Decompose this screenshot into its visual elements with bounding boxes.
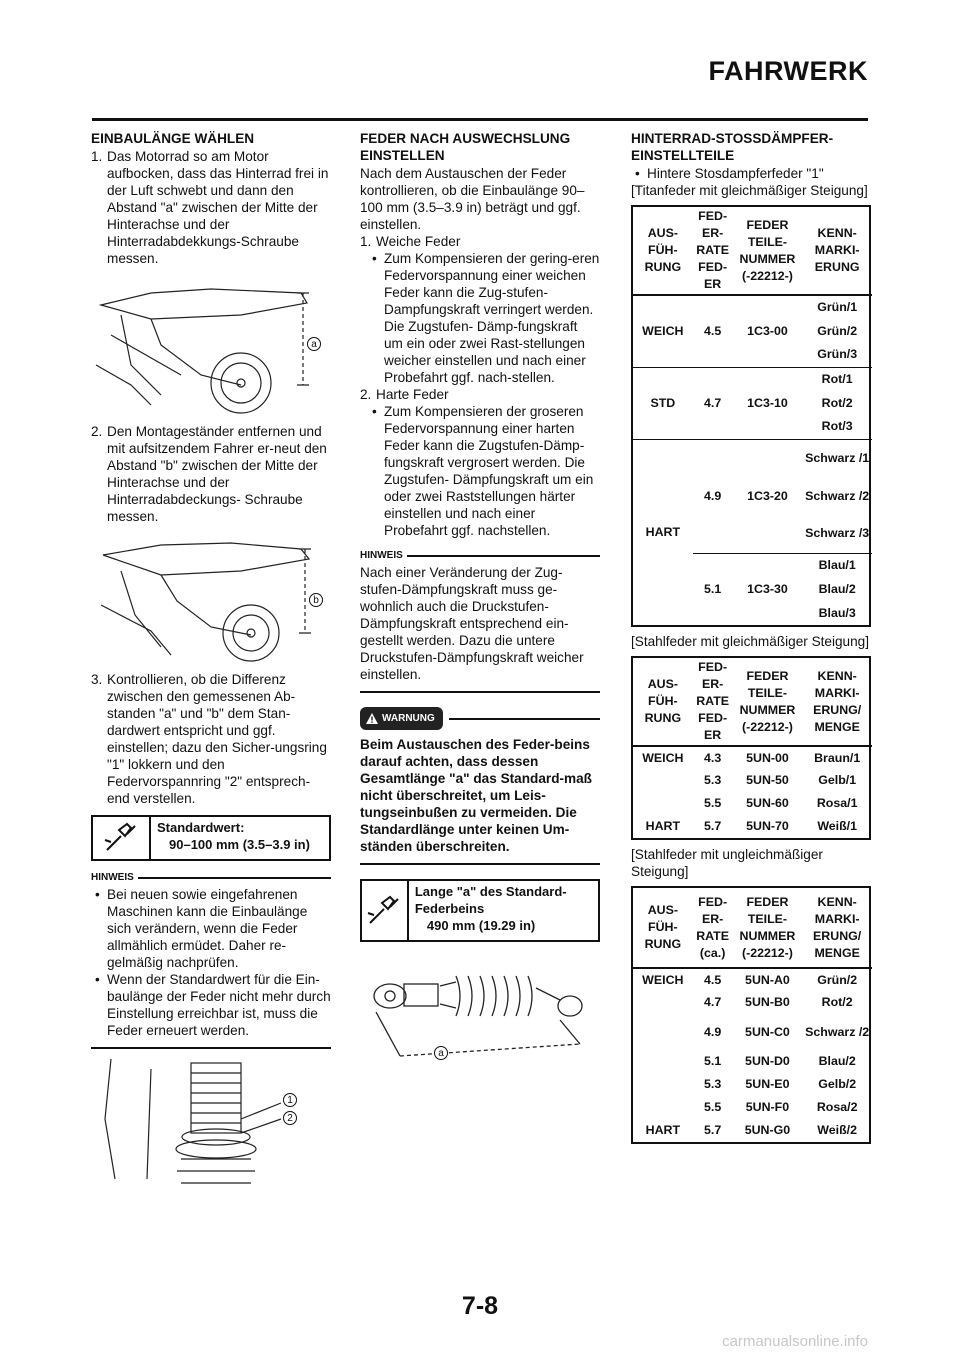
spec-box-standardwert: [91, 815, 331, 861]
table-row: 5.5 5UN-F0 Rosa/2: [704, 1100, 858, 1114]
callout-1: 1: [283, 1093, 297, 1107]
part-cell: 1C3-00: [733, 295, 803, 367]
marking-cell: Grün/2: [817, 323, 858, 338]
warning-text: Beim Austauschen des Feder-beins darauf achten, dass dessen Gesamtlänge "a" das Standard-maß nicht überschreitet, um Leis-tungseinbußen zu vermeiden. Die Standardlänge unter keinen Um-ständen überschreiten.: [360, 737, 592, 854]
table-row: 5.3 5UN-E0 Gelb/2: [704, 1077, 857, 1091]
wrench-icon: [362, 881, 409, 940]
section-heading-feder-einstellen: FEDER NACH AUSWECHSLUNG EINSTELLEN: [360, 131, 571, 163]
stahlfeder-gleich-table: [631, 656, 871, 840]
marking-cell: Blau/2: [818, 581, 856, 596]
spec-box-lange-a: [360, 879, 600, 942]
stahlfeder-ungleich-table: [631, 886, 871, 1144]
ausfuehrung-cell: STD: [633, 367, 693, 439]
table1-caption: [Titanfeder mit gleichmäßiger Steigung]: [631, 183, 868, 198]
col-header: FED-ER-RATE FED-ER: [693, 207, 733, 295]
marking-cell: Grün/1: [817, 300, 858, 314]
table-row: 4.9 5UN-C0 Schwarz /2: [704, 1024, 870, 1039]
col-header: AUS-FÜH-RUNG: [633, 207, 693, 295]
table2-caption: [Stahlfeder mit gleichmäßiger Steigung]: [631, 634, 870, 649]
header-rule: [92, 118, 868, 121]
hinweis-bullet-2: • Wenn der Standardwert für die Ein-baulänge der Feder nicht mehr durch Einstellung erreichbar ist, muss die Feder erneuert werden.: [91, 971, 331, 1039]
titanfeder-table: [631, 205, 871, 627]
hinweis-text: Nach einer Veränderung der Zug-stufen-Dämpfungskraft muss ge-wohnlich auch die Druckstufen-Dämpfungskraft entsprechend ein-gestellt werden. Dazu die untere Druckstufen-Dämpfungskraft weicher einstellen.: [360, 565, 584, 682]
section-heading-einbaulaenge: EINBAULÄNGE WÄHLEN: [91, 131, 255, 146]
part-cell: 1C3-20: [733, 439, 803, 553]
marking-cell: Rot/2: [821, 395, 853, 410]
spec-label: Standardwert:: [157, 820, 245, 835]
spec-value: 90–100 mm (3.5–3.9 in): [169, 837, 310, 852]
intro-text: Nach dem Austauschen der Feder kontrollieren, ob die Einbaulänge 90–100 mm (3.5–3.9 in) beträgt und ggf. einstellen.: [360, 166, 585, 232]
ausfuehrung-cell: HART: [645, 524, 681, 539]
step-1: 1. Das Motorrad so am Motor aufbocken, dass das Hinterrad frei in der Luft schwebt und dann den Abstand "a" zwischen der Mitte der Hinterachse und der Hinterradabdekkungs-Schraube messen.: [91, 149, 329, 266]
part-cell: 1C3-30: [747, 581, 788, 596]
harte-feder-bullet: • Zum Kompensieren der groseren Federvorspannung einer harten Feder kann die Zugstufen-Dämp-fungskraft vergrosert werden. Die Zugstufen- Dämpfungskraft um ein oder zwei Raststellungen härter einstellen und nach einer Probefahrt ggf. nachstellen.: [368, 403, 600, 539]
spec-value: 490 mm (19.29 in): [426, 918, 536, 933]
col-header: KENN-MARKI-ERUNG/ MENGE: [802, 658, 872, 746]
marking-cell: Blau/3: [818, 605, 856, 620]
marking-cell: Rot/1: [821, 371, 853, 386]
hinweis-header: HINWEIS: [91, 869, 331, 886]
warning-triangle-icon: [366, 713, 378, 724]
warning-badge: WARNUNG: [360, 707, 443, 730]
rate-cell: 5.1: [704, 581, 722, 596]
col-header: AUS-FÜH-RUNG: [633, 658, 693, 746]
table-row: HART 5.7 5UN-G0 Weiß/2: [645, 1123, 858, 1137]
shock-absorber-figure: [360, 952, 600, 1082]
col-header: FEDER TEILE-NUMMER (-22212-): [733, 658, 803, 746]
motorcycle-rear-figure-b: [91, 535, 331, 663]
col-header: AUS-FÜH-RUNG: [633, 888, 693, 968]
watermark: carmanualsonline.info: [722, 1333, 868, 1350]
spring-ring-figure: [91, 1059, 331, 1187]
table-row: 5.3 5UN-50 Gelb/1: [704, 773, 857, 787]
column-3: [631, 130, 871, 1144]
hinweis-bullet-1: • Bei neuen sowie eingefahrenen Maschinen kann die Einbaulänge sich verändern, wenn die Feder allmählich ermüdet. Daher re-gelmäßig nachprüfen.: [91, 886, 331, 971]
ausfuehrung-cell: WEICH: [633, 295, 693, 367]
marking-cell: Rot/3: [802, 415, 872, 439]
section-heading-stossdaempfer: HINTERRAD-STOSSDÄMPFER-EINSTELLTEILE: [631, 131, 834, 163]
rate-cell: 4.5: [693, 295, 733, 367]
col-header: KENN-MARKI-ERUNG: [802, 207, 872, 295]
weiche-feder-bullet: • Zum Kompensieren der gering-eren Federvorspannung einer weichen Feder kann die Zug-stufen-Dampfungskraft verringert werden. Die Zugstufen- Dämp-fungskraft um ein oder zwei Rast-stellungen weicher einstellen und nach einer Probefahrt ggf. nach-stellen.: [368, 250, 600, 386]
page-number: 7-8: [461, 1292, 499, 1320]
marking-cell: Schwarz /3: [802, 515, 872, 553]
rate-cell: 4.7: [693, 367, 733, 439]
motorcycle-rear-figure-a: [91, 275, 331, 417]
table3-caption: [Stahlfeder mit ungleichmäßiger Steigung]: [631, 847, 823, 879]
table-row: WEICH 4.3 5UN-00 Braun/1: [642, 750, 861, 765]
table-row: HART 5.7 5UN-70 Weiß/1: [645, 819, 858, 833]
rate-cell: 4.9: [693, 439, 733, 553]
warning-end-rule: [360, 863, 600, 865]
hinweis-end-rule: [360, 691, 600, 693]
marking-cell: Grün/3: [802, 343, 872, 367]
hinweis-end-rule: [91, 1047, 331, 1049]
wrench-icon: [93, 817, 151, 859]
table-row: 5.5 5UN-60 Rosa/1: [704, 796, 858, 810]
table-row: WEICH 4.5 5UN-A0 Grün/2: [642, 972, 858, 987]
hinweis-header: HINWEIS: [360, 547, 600, 564]
step-harte-feder: 2. Harte Feder: [360, 387, 449, 402]
col-header: FEDER TEILE-NUMMER (-22212-): [733, 207, 803, 295]
column-1: [91, 130, 331, 1187]
step-3: 3. Kontrollieren, ob die Differenz zwischen den gemessenen Ab-standen "a" und "b" dem Stan-dardwert entspricht und ggf. einstellen; dazu den Sicher-ungsring "1" lokkern und den Federvorspannring "2" entsprech-end verstellen.: [91, 672, 327, 806]
step-weiche-feder: 1. Weiche Feder: [360, 234, 461, 249]
spec-label: Lange "a" des Standard-Federbeins: [414, 884, 567, 916]
marking-cell: Schwarz /2: [805, 488, 870, 503]
part-cell: 1C3-10: [733, 367, 803, 439]
table-row: 4.7 5UN-B0 Rot/2: [704, 995, 853, 1009]
callout-a: a: [434, 1046, 448, 1060]
callout-a: a: [307, 337, 321, 351]
col-header: FED-ER-RATE (ca.): [693, 888, 733, 968]
column-2: [360, 130, 600, 1082]
warning-header: [360, 707, 600, 730]
marking-cell: Blau/1: [818, 557, 856, 572]
callout-b: b: [309, 593, 323, 607]
col-header: KENN-MARKI-ERUNG/ MENGE: [802, 888, 872, 968]
table-row: 5.1 5UN-D0 Blau/2: [704, 1054, 856, 1068]
step-2: 2. Den Montageständer entfernen und mit aufsitzendem Fahrer er-neut den Abstand "b" zwischen der Mitte der Hinterachse und der Hinterradabdeckungs- Schraube messen.: [91, 424, 327, 524]
page-title: FAHRWERK: [708, 56, 868, 86]
col-header: FEDER TEILE-NUMMER (-22212-): [733, 888, 803, 968]
marking-cell: Schwarz /1: [805, 450, 870, 465]
callout-2: 2: [283, 1111, 297, 1125]
stossdaempfer-bullet: • Hintere Stosdampferfeder "1": [631, 165, 871, 182]
col-header: FED-ER-RATE FED-ER: [693, 658, 733, 746]
